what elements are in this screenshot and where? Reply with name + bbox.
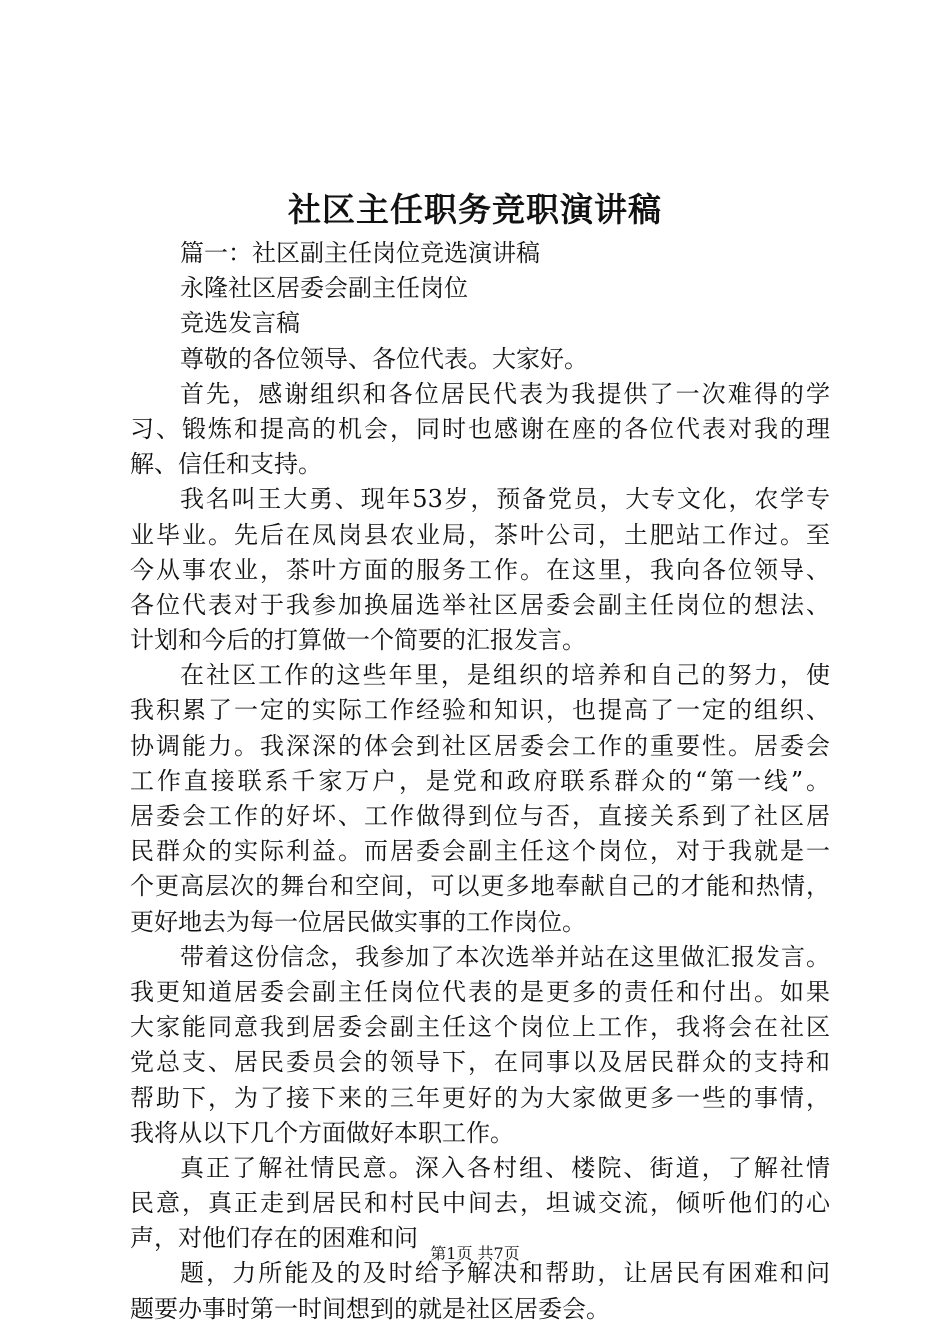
document-body [130, 236, 830, 1327]
body-line: 在社区工作的这些年里，是组织的培养和自己的努力，使 [180, 661, 830, 690]
body-line: 题要办事时第一时间想到的就是社区居委会。 [130, 1294, 610, 1323]
body-line: 声，对他们存在的困难和问 [130, 1224, 418, 1253]
body-line: 带着这份信念，我参加了本次选举并站在这里做汇报发言。 [180, 942, 830, 971]
body-line: 协调能力。我深深的体会到社区居委会工作的重要性。居委会 [130, 731, 830, 760]
page-footer: 第1页 共7页 [430, 1244, 520, 1263]
body-line: 居委会工作的好坏、工作做得到位与否，直接关系到了社区居 [130, 802, 830, 830]
body-line: 党总支、居民委员会的领导下，在同事以及居民群众的支持和 [130, 1048, 830, 1077]
body-line: 我将从以下几个方面做好本职工作。 [130, 1118, 514, 1147]
body-line: 大家能同意我到居委会副主任这个岗位上工作，我将会在社区 [130, 1013, 830, 1042]
body-line: 篇一：社区副主任岗位竞选演讲稿 [180, 239, 540, 267]
body-line: 个更高层次的舞台和空间，可以更多地奉献自己的才能和热情， [130, 872, 830, 901]
body-line: 首先，感谢组织和各位居民代表为我提供了一次难得的学 [180, 379, 830, 408]
body-line: 我名叫王大勇、现年53岁，预备党员，大专文化，农学专 [180, 485, 830, 514]
body-line: 工作直接联系千家万户，是党和政府联系群众的“第一线”。 [130, 766, 830, 795]
document-title: 社区主任职务竞职演讲稿 [288, 190, 662, 229]
body-line: 尊敬的各位领导、各位代表。大家好。 [180, 344, 588, 373]
body-line: 各位代表对于我参加换届选举社区居委会副主任岗位的想法、 [130, 590, 830, 619]
body-line: 民意，真正走到居民和村民中间去，坦诚交流，倾听他们的心 [130, 1189, 830, 1218]
body-line: 更好地去为每一位居民做实事的工作岗位。 [130, 907, 586, 936]
body-line: 解、信任和支持。 [130, 450, 322, 479]
body-line: 习、锻炼和提高的机会，同时也感谢在座的各位代表对我的理 [130, 414, 830, 443]
body-line: 我更知道居委会副主任岗位代表的是更多的责任和付出。如果 [130, 977, 830, 1006]
body-line: 业毕业。先后在凤岗县农业局，茶叶公司，土肥站工作过。至 [130, 520, 830, 549]
body-line: 真正了解社情民意。深入各村组、楼院、街道，了解社情 [180, 1153, 830, 1182]
body-line: 计划和今后的打算做一个简要的汇报发言。 [130, 626, 586, 655]
body-line: 竞选发言稿 [180, 309, 300, 338]
body-line: 民群众的实际利益。而居委会副主任这个岗位，对于我就是一 [130, 837, 830, 866]
body-line: 今从事农业，茶叶方面的服务工作。在这里，我向各位领导、 [130, 555, 830, 584]
body-line: 永隆社区居委会副主任岗位 [180, 274, 468, 303]
body-line: 帮助下，为了接下来的三年更好的为大家做更多一些的事情， [130, 1083, 830, 1112]
body-line: 我积累了一定的实际工作经验和知识，也提高了一定的组织、 [130, 696, 830, 725]
body-line: 题，力所能及的及时给予解决和帮助，让居民有困难和问 [180, 1259, 830, 1288]
